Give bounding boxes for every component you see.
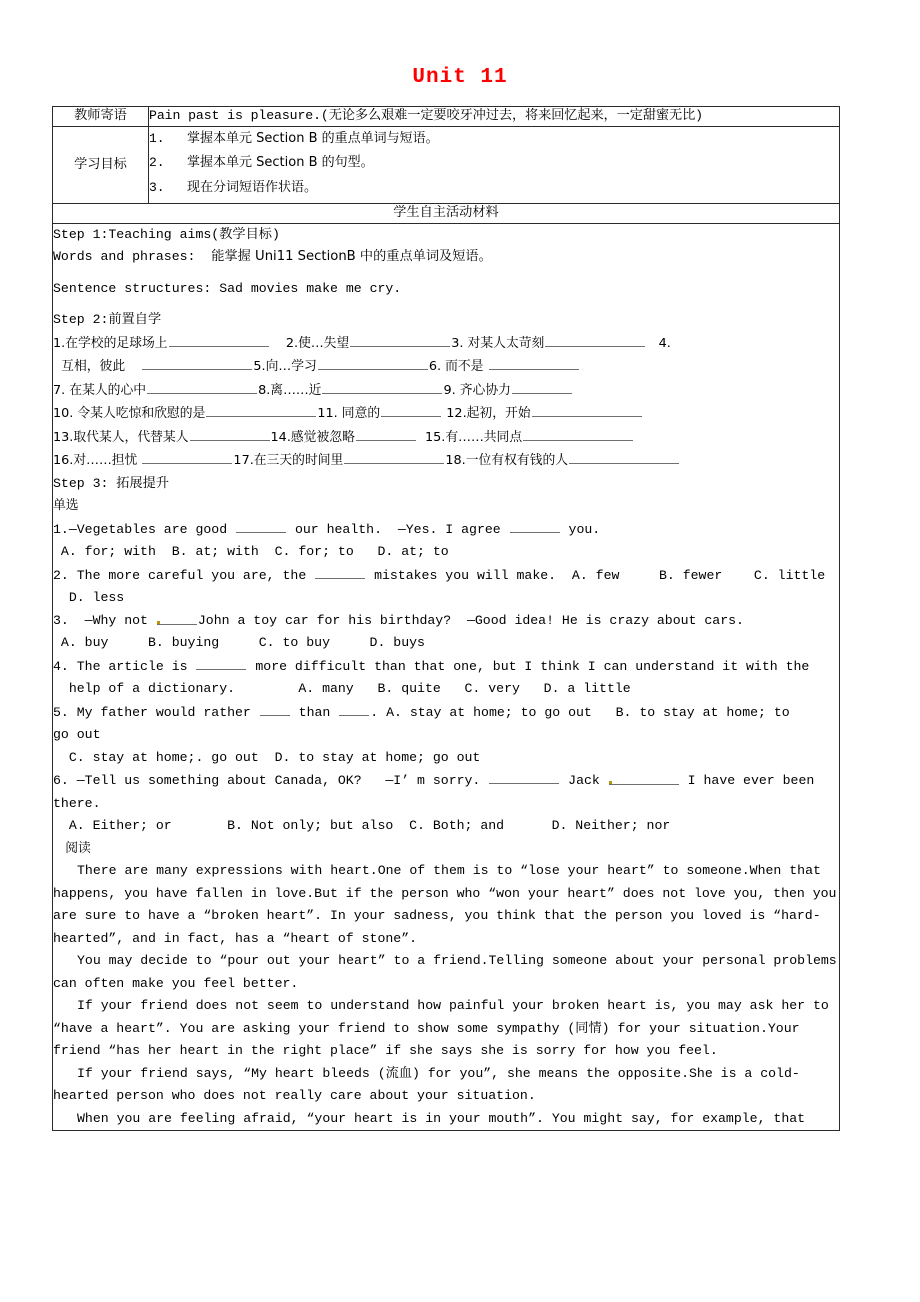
reading-label [53,838,839,861]
step3-subheading: 单选 [53,498,79,514]
vocab-item: 10. 令某人吃惊和欣慰的是 [53,406,206,422]
step1-sentence-line [53,278,839,301]
question-2-options [53,587,839,610]
annotation-mark [157,621,160,624]
answer-blank[interactable] [147,379,257,394]
option-text: A. for; with B. at; with C. for; to D. at; to [60,544,449,560]
page-title: Unit 11 [412,66,508,89]
table-row-teacher-message [53,107,840,127]
table-row-section-header [53,204,840,224]
step2-heading: Step 2:前置自学 [53,312,162,328]
vocab-item: 16.对……担忧 [53,453,138,469]
vocab-item: 2.使…失望 [285,335,350,351]
step3-heading: Step 3: 拓展提升 [53,475,170,491]
question-text: 5. My father would rather [53,704,259,720]
answer-blank[interactable] [142,449,232,464]
question-1-options [53,541,839,564]
vocab-item: 13.取代某人，代替某人 [53,429,189,445]
goal-text: 现在分词短语作状语。 [187,179,318,195]
question-6-options [53,815,839,838]
answer-blank[interactable] [356,426,416,441]
vocab-item: 互相，彼此 [61,359,126,375]
answer-blank[interactable] [523,426,633,441]
answer-blank[interactable] [545,332,645,347]
question-5-options [53,747,839,770]
question-text: 3. —Why not [53,612,156,628]
question-text: 4. The article is [53,658,196,674]
answer-blank[interactable] [510,518,560,533]
question-4-continuation [53,678,839,701]
question-3-stem [53,610,839,633]
question-5-stem [53,701,839,725]
list-item [149,179,839,197]
teacher-message-label: 教师寄语 [53,107,149,127]
answer-blank[interactable] [609,770,679,785]
goal-number: 2. [149,155,165,171]
reading-paragraph-5: When you are feeling afraid, “your heart is in your mouth”. You might say, for example, that [77,1110,806,1126]
vocab-line-3 [53,379,839,403]
question-text: 6. —Tell us something about Canada, OK? —I’ m sorry. [53,773,489,789]
question-text: Jack [560,773,608,789]
question-text: . A. stay at home; to go out B. to stay at home; to [370,704,790,720]
learning-goals-list [149,126,840,203]
answer-blank[interactable] [489,355,579,370]
answer-blank[interactable] [344,449,444,464]
vocab-line-2 [53,355,839,379]
option-text: C. stay at home;. go out D. to stay at home; go out [68,749,481,765]
option-text: A. Either; or B. Not only; but also C. Both; and D. Neither; nor [68,818,671,834]
table-row-content [53,223,840,1131]
question-4-stem [53,655,839,679]
learning-goals-label: 学习目标 [53,126,149,203]
vocab-item: 18.一位有权有钱的人 [445,453,569,469]
annotation-mark [609,781,612,784]
answer-blank[interactable] [381,402,441,417]
list-item [149,130,839,148]
question-6-stem [53,769,839,793]
vocab-line-1 [53,332,839,356]
vocab-line-6 [53,449,839,473]
vocab-line-4 [53,402,839,426]
answer-blank[interactable] [260,701,290,716]
goal-number: 1. [149,130,165,146]
reading-label-text: 阅读 [65,840,91,856]
vocab-item: 7. 在某人的心中 [53,382,147,398]
answer-blank[interactable] [169,332,269,347]
goal-number: 3. [149,179,165,195]
answer-blank[interactable] [206,402,316,417]
question-text: John a toy car for his birthday? —Good idea! He is crazy about cars. [197,612,744,628]
answer-blank[interactable] [315,564,365,579]
vocab-item: 15.有……共同点 [425,429,523,445]
answer-blank[interactable] [236,518,286,533]
vocab-item: 1.在学校的足球场上 [53,335,168,351]
answer-blank[interactable] [339,701,369,716]
question-text: than [290,704,339,720]
question-text: 2. The more careful you are, the [53,567,315,583]
answer-blank[interactable] [318,355,428,370]
question-2-stem [53,564,839,588]
answer-blank[interactable] [512,379,572,394]
answer-blank[interactable] [142,355,252,370]
vocab-item: 14.感觉被忽略 [270,429,355,445]
vocab-item: 6. 而不是 [428,359,484,375]
question-text: help of a dictionary. A. many B. quite C. very D. a little [68,681,631,697]
question-text: more difficult than that one, but I think I can understand it with the [247,658,810,674]
goal-text: 掌握本单元 Section B 的句型。 [187,155,374,171]
answer-blank[interactable] [190,426,270,441]
vocab-item: 11. 同意的 [317,406,381,422]
section-header: 学生自主活动材料 [53,204,840,224]
answer-blank[interactable] [157,610,197,625]
answer-blank[interactable] [569,449,679,464]
question-text: our health. —Yes. I agree [287,521,509,537]
answer-blank[interactable] [489,769,559,784]
vocab-item: 5.向…学习 [253,359,317,375]
question-3-options [53,632,839,655]
vocab-item: 17.在三天的时间里 [233,453,344,469]
option-text: D. less [68,590,125,606]
answer-blank[interactable] [196,655,246,670]
sentence-label: Sentence structures: [53,280,212,296]
vocab-item: 12.起初，开始 [446,406,531,422]
step1-words-line [53,246,839,269]
answer-blank[interactable] [532,402,642,417]
question-text: I have ever been [679,773,815,789]
words-value: 能掌握 Uni11 SectionB 中的重点单词及短语。 [211,249,492,265]
teacher-message-value: Pain past is pleasure.(无论多么艰难一定要咬牙冲过去，将来回忆起来，一定甜蜜无比) [149,107,840,127]
vocab-item: 3. 对某人太苛刻 [451,335,545,351]
sentence-value: Sad movies make me cry. [219,280,402,296]
answer-blank[interactable] [350,332,450,347]
words-label: Words and phrases: [53,249,196,265]
vocab-item: 9. 齐心协力 [443,382,511,398]
table-row-learning-goals [53,126,840,203]
reading-paragraph-1: There are many expressions with heart.One of them is to “lose your heart” to someone.When that happens, you have fallen in love.But if the person who “won your heart” does not love you, then you are sure to have a “broken heart”. In your sadness, you think that the person you loved is “hard-hearted”, and in fact, has a “heart of stone”. [53,863,845,946]
list-item [149,154,839,172]
worksheet-content [53,223,845,1131]
question-text: mistakes you will make. A. few B. fewer C. little [366,567,826,583]
question-6-continuation: there. [53,795,101,811]
step1-heading: Step 1:Teaching aims(教学目标) [53,226,280,242]
reading-paragraph-4: If your friend says, “My heart bleeds (流血) for you”, she means the opposite.She is a cold-hearted person who does not really care about your situation. [53,1065,800,1104]
answer-blank[interactable] [322,379,442,394]
question-text: you. [560,521,601,537]
reading-paragraph-2: You may decide to “pour out your heart” to a friend.Telling someone about your personal problems can often make you feel better. [53,953,845,991]
vocab-item: 8.离……近 [258,382,322,398]
vocab-item: 4. [658,335,671,351]
vocab-line-5 [53,426,839,450]
question-text: 1.—Vegetables are good [53,521,236,537]
reading-paragraph-3: If your friend does not seem to understand how painful your broken heart is, you may ask her to “have a heart”. You are asking your friend to show some sympathy (同情) for your situation.Your friend “has her heart in the right place” if she says she is sorry for how you feel. [53,998,837,1059]
question-1-stem [53,518,839,542]
question-5-continuation: go out [53,727,101,743]
option-text: A. buy B. buying C. to buy D. buys [60,635,425,651]
goal-text: 掌握本单元 Section B 的重点单词与短语。 [187,130,439,146]
worksheet-table [52,106,845,1131]
